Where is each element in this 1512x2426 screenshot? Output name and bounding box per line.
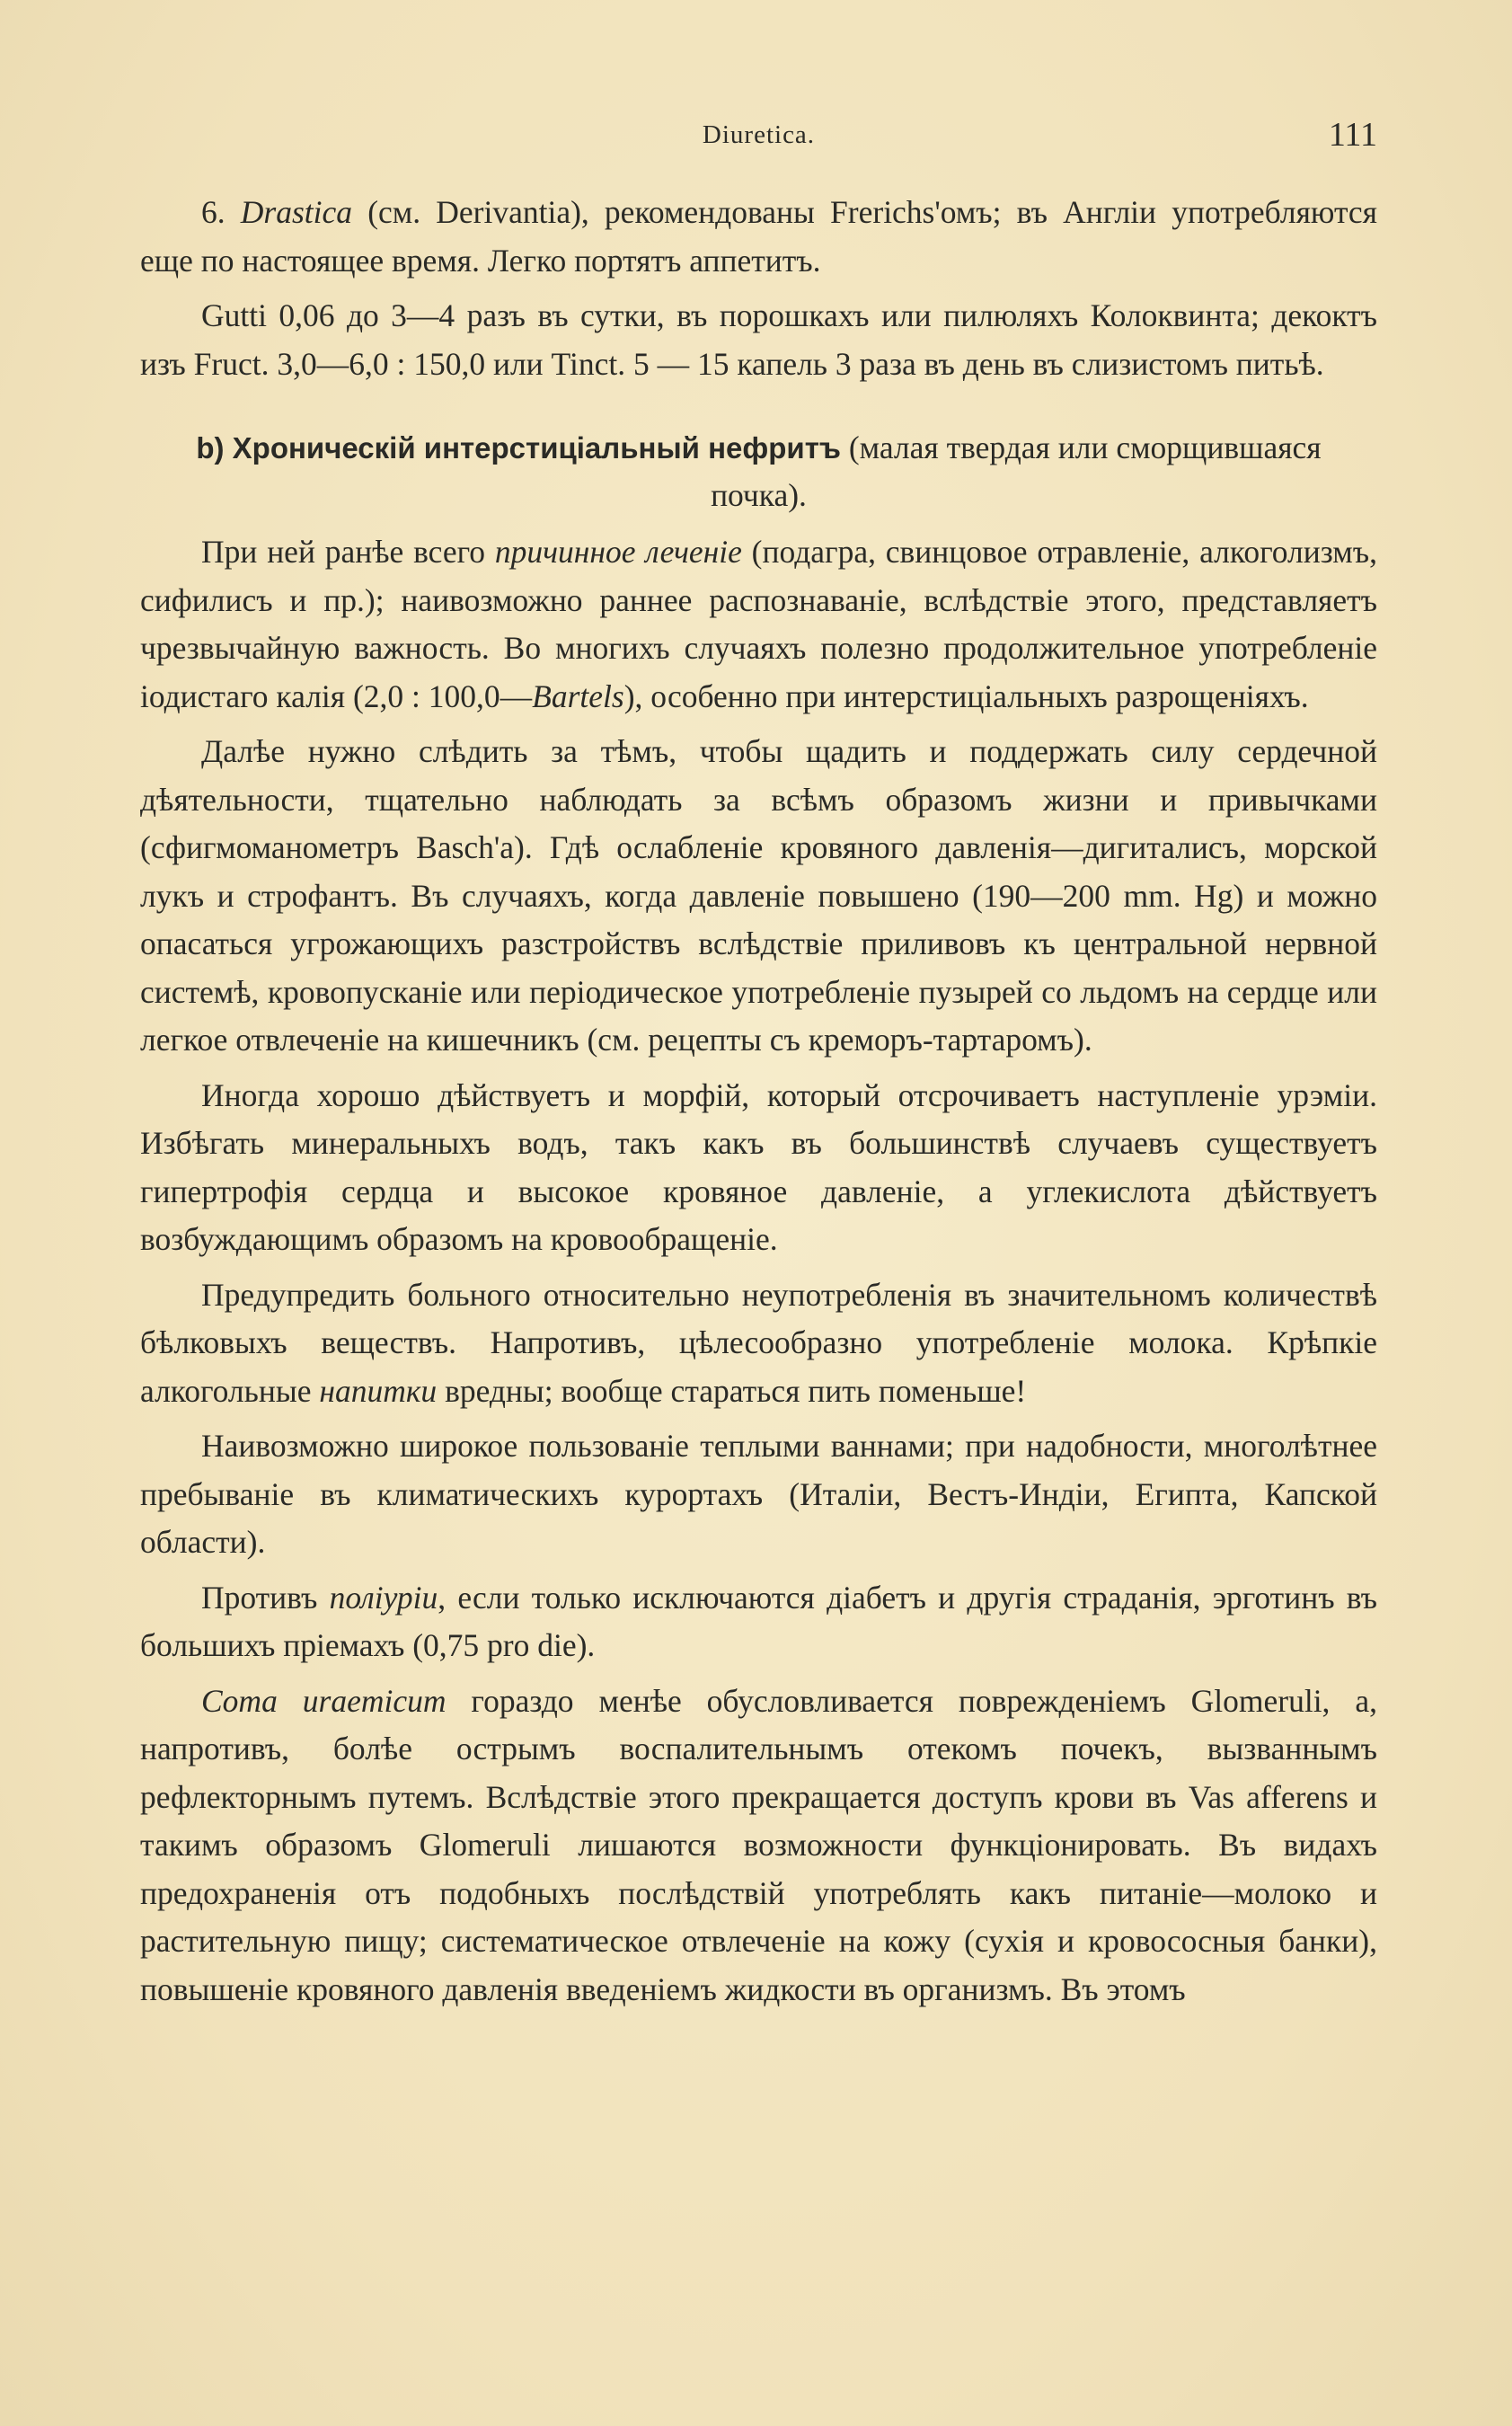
paragraph: Gutti 0,06 до 3—4 разъ въ сутки, въ порошкахъ или пилюляхъ Колоквинта; декоктъ изъ Fruct. 3,0—6,0 : 150,0 или Tinct. 5 — 15 капель 3 раза въ день въ слизистомъ питьѣ.	[140, 297, 1377, 382]
section-heading-rest: (малая твердая или сморщившаяся почка).	[711, 429, 1322, 513]
paragraph: Далѣе нужно слѣдить за тѣмъ, чтобы щадить и поддержать силу сердечной дѣятельности, тщательно наблюдать за всѣмъ образомъ жизни и привычками (сфигмоманометръ Basch'а). Гдѣ ослабленіе кровяного давленія—дигиталисъ, морской лукъ и строфантъ. Въ случаяхъ, когда давленіе повышено (190—200 mm. Hg) и можно опасаться угрожающихъ разстройствъ вслѣдствіе приливовъ къ центральной нервной системѣ, кровопусканіе или періодическое употребленіе пузырей со льдомъ на сердце или легкое отвлеченіе на кишечникъ (см. рецепты съ креморъ-тартаромъ).	[140, 733, 1377, 1058]
page-number: 111	[1328, 116, 1377, 154]
text-block	[140, 189, 1377, 2014]
paragraph: 6. Drastica (см. Derivantia), рекомендованы Frerichs'омъ; въ Англіи употребляются еще по настоящее время. Легко портятъ аппетитъ.	[140, 194, 1377, 279]
paragraph: Иногда хорошо дѣйствуетъ и морфій, который отсрочиваетъ наступленіе урэміи. Избѣгать минеральныхъ водъ, такъ какъ въ большинствѣ случаевъ существуетъ гипертрофія сердца и высокое кровяное давленіе, а углекислота дѣйствуетъ возбуждающимъ образомъ на кровообращеніе.	[140, 1076, 1377, 1257]
paragraph: Противъ поліуріи, если только исключаются діабетъ и другія страданія, эрготинъ въ большихъ пріемахъ (0,75 pro die).	[140, 1579, 1377, 1663]
paragraph: Наивозможно широкое пользованіе теплыми ваннами; при надобности, многолѣтнее пребываніе въ климатическихъ курортахъ (Италіи, Вестъ-Индіи, Египта, Капской области).	[140, 1428, 1377, 1560]
running-head	[140, 115, 1377, 160]
paragraph: При ней ранѣе всего причинное леченіе (подагра, свинцовое отравленіе, алкоголизмъ, сифилисъ и пр.); наивозможно раннее распознаваніе, вслѣдствіе этого, представляетъ чрезвычайную важность. Во многихъ случаяхъ полезно продолжительное употребленіе іодистаго калія (2,0 : 100,0—Bartels), особенно при интерстиціальныхъ разрощеніяхъ.	[140, 534, 1377, 714]
running-title: Diuretica.	[702, 120, 816, 149]
section-heading-bold: b) Хроническій интерстиціальный нефритъ	[196, 431, 841, 465]
paragraph: Предупредить больного относительно неупотребленія въ значительномъ количествѣ бѣлковыхъ веществъ. Напротивъ, цѣлесообразно употребленіе молока. Крѣпкіе алкогольные напитки вредны; вообще стараться пить поменьше!	[140, 1276, 1377, 1409]
paragraph: Coma uraemicum гораздо менѣе обусловливается поврежденіемъ Glomeruli, а, напротивъ, болѣе острымъ воспалительнымъ отекомъ почекъ, вызваннымъ рефлекторнымъ путемъ. Вслѣдствіе этого прекращается доступъ крови въ Vas afferens и такимъ образомъ Glomeruli лишаются возможности функціонировать. Въ видахъ предохраненія отъ подобныхъ послѣдствій употреблять какъ питаніе—молоко и растительную пищу; систематическое отвлеченіе на кожу (сухія и кровососныя банки), повышеніе кровяного давленія введеніемъ жидкости въ организмъ. Въ этомъ	[140, 1682, 1378, 2007]
section-heading	[140, 424, 1377, 519]
